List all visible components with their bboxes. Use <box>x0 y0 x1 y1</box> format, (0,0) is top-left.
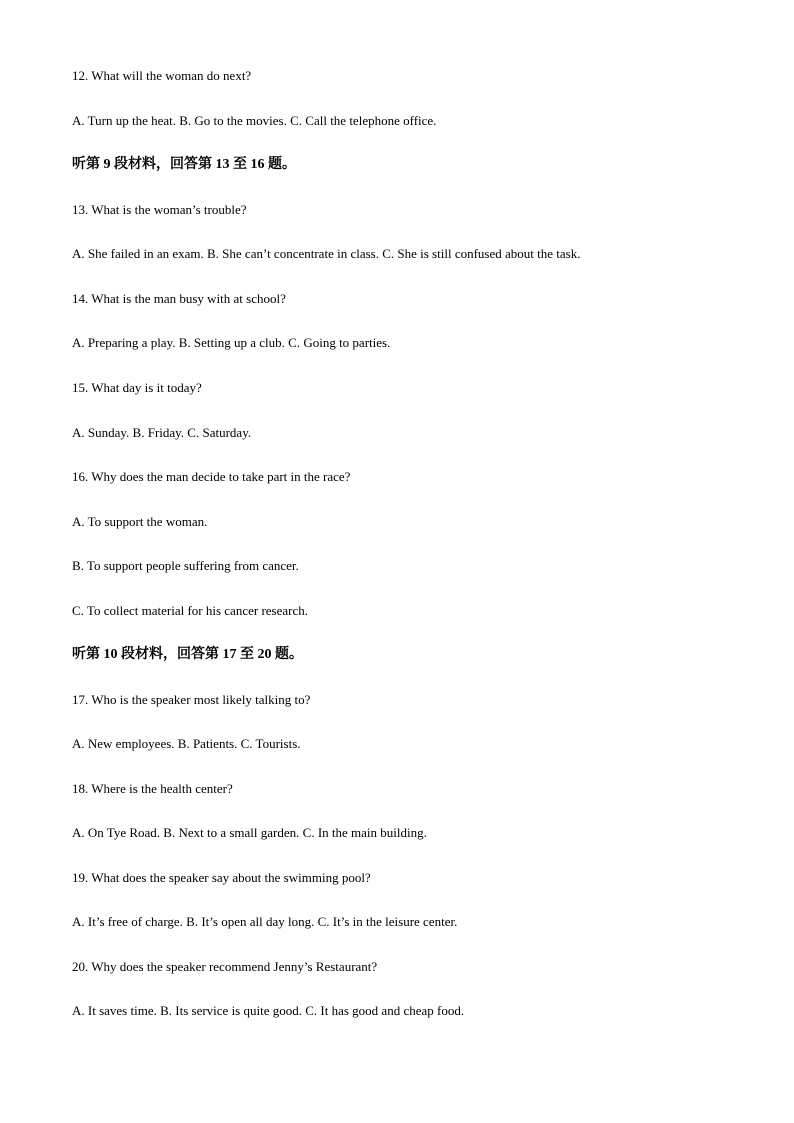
question-17-options: A. New employees. B. Patients. C. Tourists. <box>72 736 301 751</box>
question-16-option-b: B. To support people suffering from cancer. <box>72 558 299 573</box>
question-18: 18. Where is the health center? <box>72 781 233 796</box>
question-15: 15. What day is it today? <box>72 380 202 395</box>
question-16-option-a: A. To support the woman. <box>72 514 208 529</box>
question-17: 17. Who is the speaker most likely talking to? <box>72 692 311 707</box>
question-13: 13. What is the woman’s trouble? <box>72 202 247 217</box>
section-heading-9: 听第 9 段材料，回答第 13 至 16 题。 <box>72 157 296 172</box>
question-16: 16. Why does the man decide to take part in the race? <box>72 469 351 484</box>
question-12: 12. What will the woman do next? <box>72 68 252 83</box>
question-20-options: A. It saves time. B. Its service is quite good. C. It has good and cheap food. <box>72 1003 465 1018</box>
question-12-options: A. Turn up the heat. B. Go to the movies. C. Call the telephone office. <box>72 113 437 128</box>
question-14: 14. What is the man busy with at school? <box>72 291 286 306</box>
section-heading-10: 听第 10 段材料，回答第 17 至 20 题。 <box>72 647 303 662</box>
question-16-option-c: C. To collect material for his cancer research. <box>72 603 308 618</box>
question-19: 19. What does the speaker say about the swimming pool? <box>72 870 371 885</box>
question-18-options: A. On Tye Road. B. Next to a small garden. C. In the main building. <box>72 825 427 840</box>
question-20: 20. Why does the speaker recommend Jenny’s Restaurant? <box>72 959 378 974</box>
question-13-options: A. She failed in an exam. B. She can’t concentrate in class. C. She is still confused about the task. <box>72 246 581 261</box>
question-14-options: A. Preparing a play. B. Setting up a club. C. Going to parties. <box>72 335 391 350</box>
question-15-options: A. Sunday. B. Friday. C. Saturday. <box>72 425 252 440</box>
question-19-options: A. It’s free of charge. B. It’s open all day long. C. It’s in the leisure center. <box>72 914 458 929</box>
